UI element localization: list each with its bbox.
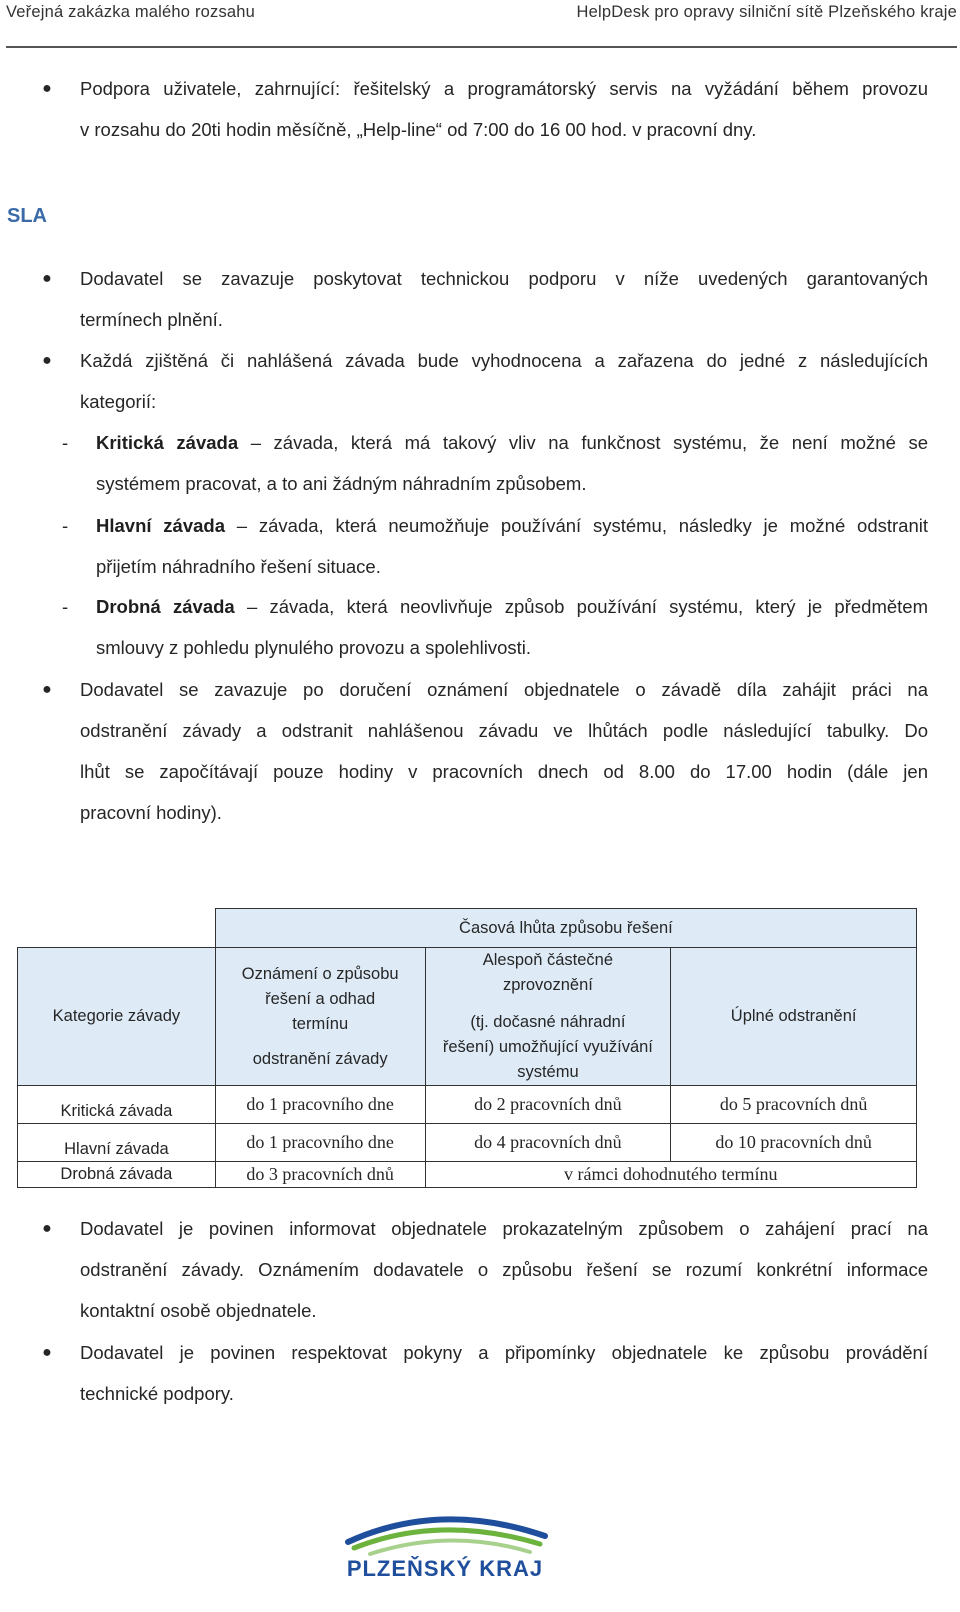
row-notice: do 1 pracovního dne [215, 1124, 425, 1162]
category-minor-text [96, 586, 928, 668]
inform-text [80, 1208, 928, 1331]
deadlines-text [80, 669, 928, 833]
col-header-partial [425, 948, 671, 1086]
categories-line-1: Každá zjištěná či nahlášená závada bude vyhodnocena a zařazena do jedné z následujících [80, 350, 928, 371]
plzensky-kraj-logo [340, 1500, 550, 1580]
row-notice: do 1 pracovního dne [215, 1086, 425, 1124]
col-header-partial-line: systému [517, 1063, 579, 1081]
row-category: Hlavní závada [18, 1124, 216, 1162]
table-header-row [18, 948, 917, 1086]
row-category: Drobná závada [18, 1162, 216, 1188]
category-desc: – závada, která neovlivňuje způsob používání systému, který je předmětem [234, 596, 928, 617]
col-header-notice [215, 948, 425, 1086]
col-header-category: Kategorie závady [18, 948, 216, 1086]
intro-text [80, 68, 928, 150]
col-header-partial-line: zprovoznění [502, 976, 593, 994]
logo-text: PLZEŇSKÝ KRAJ [346, 1556, 544, 1580]
inform-line-1: Dodavatel je povinen informovat objednatele prokazatelným způsobem o zahájení prací na [80, 1218, 928, 1239]
category-major-line-2: přijetím náhradního řešení situace. [96, 556, 381, 577]
col-header-partial-line: Alespoň částečné [482, 951, 614, 969]
support-line-2: termínech plnění. [80, 309, 223, 330]
col-header-partial-line: (tj. dočasné náhradní [470, 1013, 626, 1031]
col-header-full: Úplné odstranění [671, 948, 917, 1086]
row-full: do 10 pracovních dnů [671, 1124, 917, 1162]
dash-marker: - [62, 596, 69, 617]
category-critical-text [96, 422, 928, 504]
col-header-notice-line: termínu [292, 1014, 349, 1033]
bullet-dot: ● [42, 270, 52, 287]
row-partial: do 2 pracovních dnů [425, 1086, 671, 1124]
table-group-header: Časová lhůta způsobu řešení [215, 909, 916, 948]
bullet-dot: ● [42, 681, 52, 698]
intro-line-2: v rozsahu do 20ti hodin měsíčně, „Help-line“ od 7:00 do 16 00 hod. v pracovní dny. [80, 119, 757, 140]
dash-marker: - [62, 515, 69, 536]
category-minor-line-1 [96, 586, 928, 627]
bullet-dot: ● [42, 1344, 52, 1361]
table-empty-corner [18, 909, 216, 948]
bullet-dot: ● [42, 80, 52, 97]
inform-line-3: kontaktní osobě objednatele. [80, 1300, 317, 1321]
category-minor-line-2: smlouvy z pohledu plynulého provozu a spolehlivosti. [96, 637, 532, 658]
table-row [18, 1086, 917, 1124]
category-desc: – závada, která neumožňuje používání systému, následky je možné odstranit [225, 515, 928, 536]
deadlines-line-3: lhůt se započítávají pouze hodiny v pracovních dnech od 8.00 do 17.00 hodin (dále jen [80, 761, 928, 782]
row-merged: v rámci dohodnutého termínu [425, 1162, 916, 1188]
table-row [18, 1124, 917, 1162]
bullet-dot: ● [42, 352, 52, 369]
category-critical-line-1 [96, 422, 928, 463]
category-critical-line-2: systémem pracovat, a to ani žádným náhradním způsobem. [96, 473, 587, 494]
categories-text [80, 340, 928, 422]
col-header-notice-line: řešení a odhad [265, 989, 376, 1008]
dash-marker: - [62, 432, 69, 453]
categories-line-2: kategorií: [80, 391, 157, 412]
intro-line-1: Podpora uživatele, zahrnující: řešitelský a programátorský servis na vyžádání během provozu [80, 78, 928, 99]
support-text [80, 258, 928, 340]
deadlines-line-4: pracovní hodiny). [80, 802, 222, 823]
sla-heading: SLA [7, 205, 47, 227]
category-major-text [96, 505, 928, 587]
category-term: Drobná závada [96, 596, 235, 617]
deadlines-line-1: Dodavatel se zavazuje po doručení oznámení objednatele o závadě díla zahájit práci na [80, 679, 928, 700]
col-header-notice-line: odstranění závady [252, 1049, 388, 1068]
category-major-line-1 [96, 505, 928, 546]
row-partial: do 4 pracovních dnů [425, 1124, 671, 1162]
bullet-dot: ● [42, 1220, 52, 1237]
category-desc: – závada, která má takový vliv na funkčnost systému, že není možné se [238, 432, 928, 453]
col-header-partial-line: řešení) umožňující využívání [442, 1038, 653, 1056]
header-right-title: HelpDesk pro opravy silniční sítě Plzeňského kraje [576, 3, 957, 21]
respect-text [80, 1332, 928, 1414]
logo-arc-lightgreen [370, 1540, 530, 1554]
inform-line-2: odstranění závady. Oznámením dodavatele o způsobu řešení se rozumí konkrétní informace [80, 1259, 928, 1280]
respect-line-2: technické podpory. [80, 1383, 234, 1404]
deadlines-line-2: odstranění závady a odstranit nahlášenou závadu ve lhůtách podle následující tabulky. Do [80, 720, 928, 741]
table-group-header-row [18, 909, 917, 948]
respect-line-1: Dodavatel je povinen respektovat pokyny a připomínky objednatele ke způsobu provádění [80, 1342, 928, 1363]
sla-table [17, 908, 917, 1188]
row-notice: do 3 pracovních dnů [215, 1162, 425, 1188]
row-full: do 5 pracovních dnů [671, 1086, 917, 1124]
row-category: Kritická závada [18, 1086, 216, 1124]
col-header-notice-line: Oznámení o způsobu [241, 964, 399, 983]
page-header [6, 0, 957, 48]
category-term: Kritická závada [96, 432, 239, 453]
support-line-1: Dodavatel se zavazuje poskytovat technickou podporu v níže uvedených garantovaných [80, 268, 928, 289]
category-term: Hlavní závada [96, 515, 226, 536]
header-left-title: Veřejná zakázka malého rozsahu [6, 3, 256, 21]
table-row [18, 1162, 917, 1188]
